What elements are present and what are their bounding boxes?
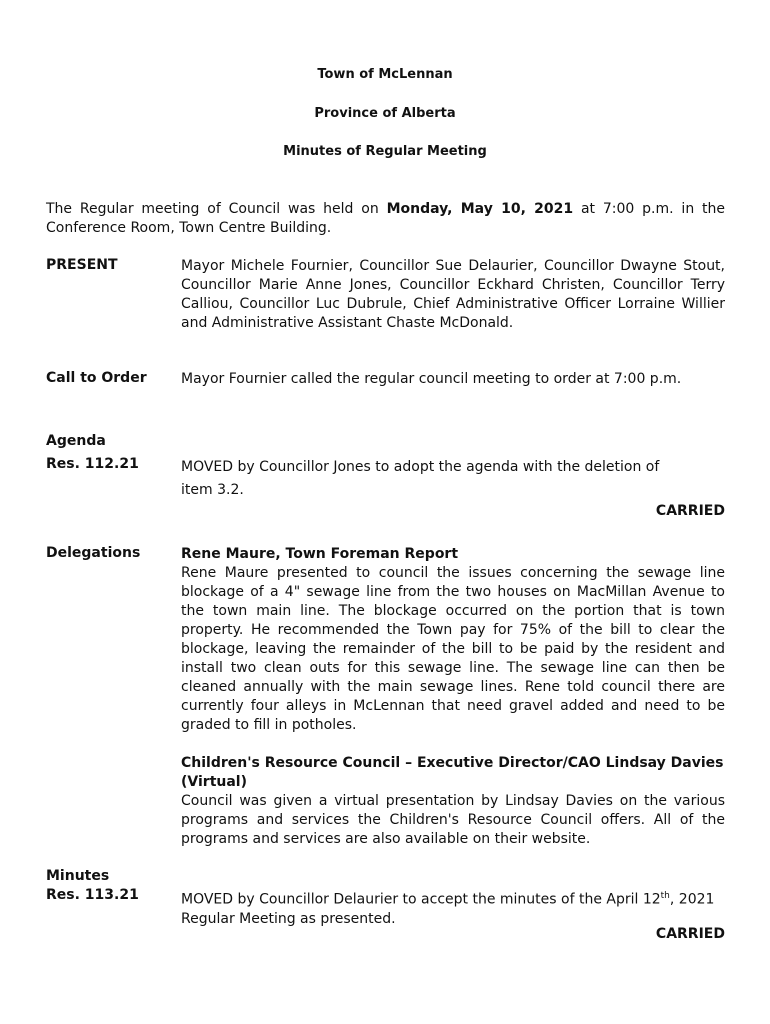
agenda-resolution-number: Res. 112.21 <box>46 456 139 472</box>
minutes-label: Minutes <box>46 868 110 884</box>
intro-text-pre: The Regular meeting of Council was held on <box>46 201 387 217</box>
minutes-resolution-number: Res. 113.21 <box>46 887 139 903</box>
intro-text-post: at 7:00 p.m. in the Conference Room, Town Centre Building. <box>46 201 726 236</box>
agenda-label: Agenda <box>46 433 106 449</box>
minutes-text-sup: th <box>660 891 670 901</box>
province-name: Province of Alberta <box>314 106 456 121</box>
delegation-1-text: Rene Maure presented to council the issues concerning the sewage line blockage of a 4" sewage line from the two houses on MacMillan Avenue to the town main line. The blockage occurred on the portion that is town property. He recommended the Town pay for 75% of the bill to clear the blockage, leaving the remainder of the bill to be paid by the resident and install two clean outs for this sewage line. The sewage line can then be cleaned annually with the main sewage lines. Rene told council there are currently four alleys in McLennan that need gravel added and need to be graded to fill in potholes. <box>181 565 725 733</box>
town-name: Town of McLennan <box>317 67 453 82</box>
call-to-order-label: Call to Order <box>46 370 147 386</box>
meeting-date: Monday, May 10, 2021 <box>386 201 574 217</box>
delegations-label: Delegations <box>46 545 141 561</box>
agenda-motion-text: MOVED by Councillor Jones to adopt the agenda with the deletion of item 3.2. <box>181 459 660 498</box>
document-title: Minutes of Regular Meeting <box>283 144 487 159</box>
minutes-text-post: , 2021 Regular Meeting as presented. <box>181 891 715 927</box>
delegation-2-heading: Children's Resource Council – Executive Director/CAO Lindsay Davies (Virtual) <box>181 755 724 790</box>
call-to-order-text: Mayor Fournier called the regular council meeting to order at 7:00 p.m. <box>181 371 682 387</box>
minutes-carried: CARRIED <box>655 926 725 942</box>
delegation-1-heading: Rene Maure, Town Foreman Report <box>181 546 459 562</box>
intro-paragraph <box>46 200 725 238</box>
minutes-text-pre: MOVED by Councillor Delaurier to accept the minutes of the April 12 <box>181 891 661 908</box>
agenda-carried: CARRIED <box>655 503 725 519</box>
present-label: PRESENT <box>46 257 118 273</box>
delegation-2-text: Council was given a virtual presentation by Lindsay Davies on the various programs and services the Children's Resource Council offers. All of the programs and services are also available on their website. <box>181 793 725 847</box>
minutes-motion-text <box>181 887 725 929</box>
present-text: Mayor Michele Fournier, Councillor Sue Delaurier, Councillor Dwayne Stout, Councillor Marie Anne Jones, Councillor Eckhard Christen, Councillor Terry Calliou, Councillor Luc Dubrule, Chief Administrative Officer Lorraine Willier and Administrative Assistant Chaste McDonald. <box>181 258 725 331</box>
